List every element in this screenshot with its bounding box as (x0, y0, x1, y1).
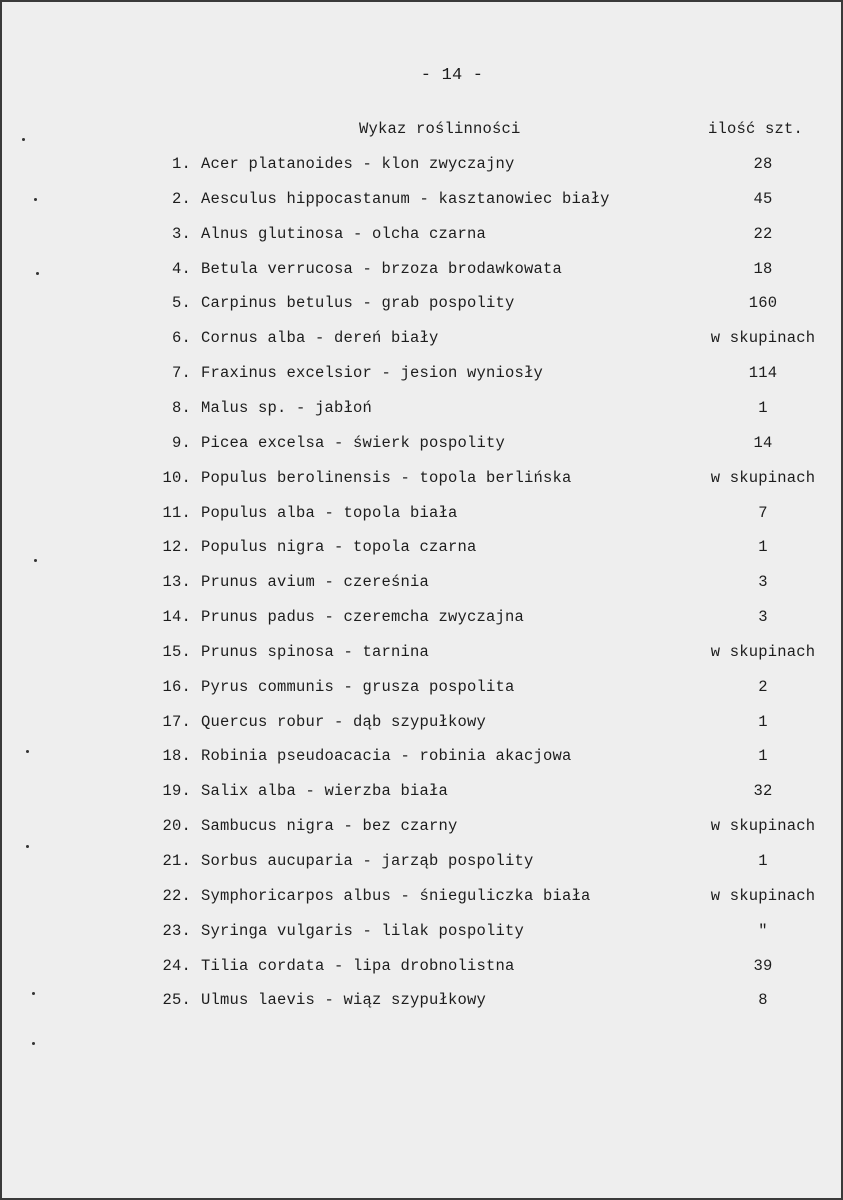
plant-name: Syringa vulgaris - lilak pospolity (201, 921, 525, 940)
plant-quantity: 1 (758, 538, 768, 557)
list-item (2, 852, 841, 876)
plant-quantity: w skupinach (710, 642, 816, 661)
list-item (2, 608, 841, 632)
list-item (2, 747, 841, 771)
plant-name: Sambucus nigra - bez czarny (201, 817, 458, 836)
list-item (2, 155, 841, 179)
plant-quantity: 14 (753, 433, 773, 452)
plant-name: Alnus glutinosa - olcha czarna (201, 224, 487, 243)
plant-name: Tilia cordata - lipa drobnolistna (201, 956, 515, 975)
list-item (2, 782, 841, 806)
plant-name: Betula verrucosa - brzoza brodawkowata (201, 259, 563, 278)
page-number: - 14 - (420, 66, 484, 85)
item-number: 21. (162, 852, 191, 870)
plant-quantity: 1 (758, 747, 768, 766)
item-number: 1. (171, 155, 191, 173)
item-number: 22. (162, 886, 191, 905)
punch-mark (34, 559, 37, 562)
punch-mark (36, 272, 39, 275)
item-number: 12. (162, 538, 191, 557)
list-item (2, 573, 841, 597)
item-number: 6. (171, 329, 191, 348)
document-page (2, 2, 841, 1198)
item-number: 24. (162, 956, 191, 975)
plant-name: Pyrus communis - grusza pospolita (201, 677, 515, 696)
punch-mark (26, 750, 29, 753)
plant-quantity: 160 (748, 294, 778, 313)
punch-mark (34, 198, 37, 201)
plant-quantity: 28 (753, 155, 773, 173)
item-number: 3. (171, 224, 191, 243)
plant-name: Malus sp. - jabłoń (201, 398, 373, 417)
plant-quantity: 39 (753, 956, 773, 975)
list-item (2, 887, 841, 911)
item-number: 16. (162, 677, 191, 696)
plant-quantity: 32 (753, 782, 773, 801)
plant-name: Prunus spinosa - tarnina (201, 642, 430, 661)
item-number: 8. (171, 398, 191, 417)
plant-name: Populus berolinensis - topola berlińska (201, 468, 572, 487)
item-number: 7. (171, 364, 191, 383)
item-number: 2. (171, 189, 191, 208)
plant-quantity: 1 (758, 712, 768, 731)
plant-name: Symphoricarpos albus - śnieguliczka biała (201, 886, 591, 905)
plant-quantity: 22 (753, 224, 773, 243)
plant-quantity: 3 (758, 608, 768, 627)
list-item (2, 504, 841, 528)
list-item (2, 957, 841, 981)
plant-name: Salix alba - wierzba biała (201, 782, 449, 801)
list-item (2, 678, 841, 702)
item-number: 9. (171, 433, 191, 452)
list-item (2, 190, 841, 214)
item-number: 11. (162, 503, 191, 522)
item-number: 5. (171, 294, 191, 313)
plant-quantity: w skupinach (710, 468, 816, 487)
item-number: 23. (162, 921, 191, 940)
plant-quantity: w skupinach (710, 886, 816, 905)
list-item (2, 294, 841, 318)
list-item (2, 922, 841, 946)
plant-quantity: 7 (758, 503, 768, 522)
item-number: 10. (162, 468, 191, 487)
punch-mark (22, 138, 25, 141)
list-item (2, 643, 841, 667)
plant-name: Picea excelsa - świerk pospolity (201, 433, 506, 452)
list-item (2, 225, 841, 249)
plant-name: Ulmus laevis - wiąz szypułkowy (201, 991, 487, 1010)
plant-name: Carpinus betulus - grab pospolity (201, 294, 515, 313)
plant-quantity: 8 (758, 991, 768, 1010)
item-number: 13. (162, 573, 191, 592)
punch-mark (32, 992, 35, 995)
list-item (2, 399, 841, 423)
item-number: 17. (162, 712, 191, 731)
list-item (2, 434, 841, 458)
item-number: 19. (162, 782, 191, 801)
plant-name: Sorbus aucuparia - jarząb pospolity (201, 852, 534, 870)
list-item (2, 469, 841, 493)
plant-quantity: w skupinach (710, 817, 816, 836)
quantity-column-header: ilość szt. (708, 120, 804, 138)
list-item (2, 329, 841, 353)
plant-quantity: 1 (758, 852, 768, 870)
plant-name: Populus nigra - topola czarna (201, 538, 477, 557)
plant-quantity: w skupinach (710, 329, 816, 348)
plant-quantity: 1 (758, 398, 768, 417)
list-item (2, 991, 841, 1015)
plant-name: Acer platanoides - klon zwyczajny (201, 155, 515, 173)
plant-name: Fraxinus excelsior - jesion wyniosły (201, 364, 544, 383)
plant-name: Prunus avium - czereśnia (201, 573, 430, 592)
plant-quantity: 114 (748, 364, 778, 383)
plant-name: Prunus padus - czeremcha zwyczajna (201, 608, 525, 627)
plant-name: Robinia pseudoacacia - robinia akacjowa (201, 747, 572, 766)
list-item (2, 364, 841, 388)
item-number: 20. (162, 817, 191, 836)
item-number: 4. (171, 259, 191, 278)
plant-quantity: 3 (758, 573, 768, 592)
plant-quantity: 18 (753, 259, 773, 278)
list-item (2, 713, 841, 737)
punch-mark (32, 1042, 35, 1045)
plant-quantity: 45 (753, 189, 773, 208)
list-item (2, 817, 841, 841)
punch-mark (26, 845, 29, 848)
plant-name: Cornus alba - dereń biały (201, 329, 439, 348)
list-title: Wykaz roślinności (359, 120, 521, 138)
plant-quantity: 2 (758, 677, 768, 696)
item-number: 18. (162, 747, 191, 766)
list-item (2, 260, 841, 284)
plant-quantity: " (758, 921, 768, 940)
plant-name: Populus alba - topola biała (201, 503, 458, 522)
plant-name: Aesculus hippocastanum - kasztanowiec biały (201, 189, 610, 208)
item-number: 14. (162, 608, 191, 627)
item-number: 25. (162, 991, 191, 1010)
item-number: 15. (162, 642, 191, 661)
plant-name: Quercus robur - dąb szypułkowy (201, 712, 487, 731)
list-item (2, 538, 841, 562)
